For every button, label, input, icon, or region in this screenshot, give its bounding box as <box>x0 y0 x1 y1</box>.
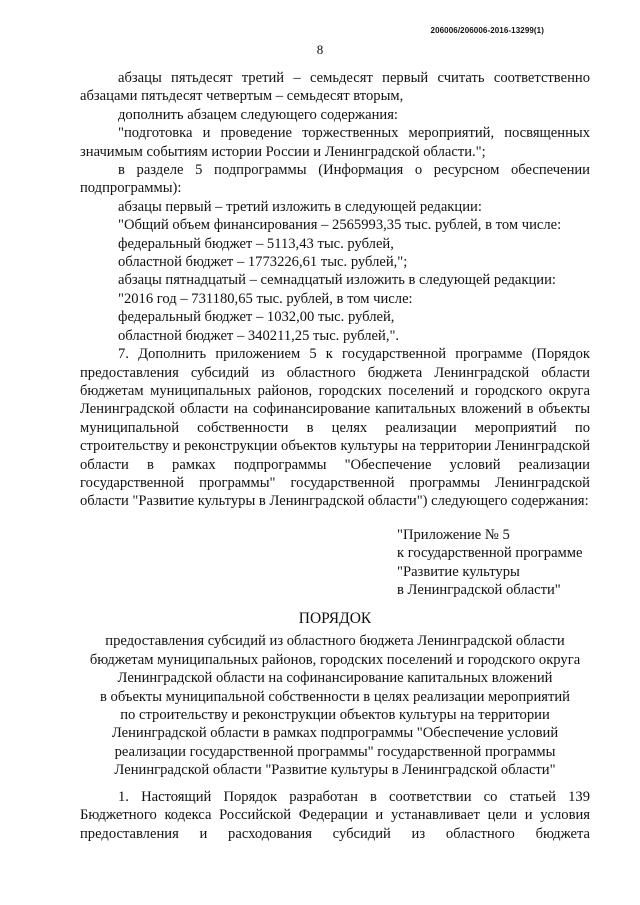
paragraph: областной бюджет – 340211,25 тыс. рублей,". <box>118 327 400 344</box>
appendix-line: "Приложение № 5 <box>397 527 510 543</box>
paragraph: федеральный бюджет – 5113,43 тыс. рублей, <box>118 235 394 252</box>
section-heading <box>80 610 590 780</box>
paragraph: федеральный бюджет – 1032,00 тыс. рублей, <box>118 309 395 326</box>
page-number: 8 <box>316 42 324 57</box>
document-code: 206006/206006-2016-13299(1) <box>430 26 544 35</box>
heading-line: предоставления субсидий из областного бюджета Ленинградской области <box>105 633 565 650</box>
clause-1 <box>80 788 590 843</box>
heading-line: реализации государственной программы" государственной программы <box>114 743 556 760</box>
paragraph: абзацы пятьдесят третий – семьдесят первый считать соответственно абзацами пятьдесят четвертым – семьдесят вторым, <box>80 70 590 105</box>
heading-line: бюджетам муниципальных районов, городских поселений и городского округа <box>89 651 581 668</box>
appendix-reference <box>397 526 583 600</box>
paragraph: областной бюджет – 1773226,61 тыс. рублей,"; <box>118 254 408 271</box>
heading-line: в объекты муниципальной собственности в целях реализации мероприятий <box>100 688 570 705</box>
clause-line: Бюджетного кодекса Российской Федерации и устанавливает цели и условия <box>80 807 590 824</box>
paragraph: "2016 год – 731180,65 тыс. рублей, в том числе: <box>118 290 413 307</box>
heading-line: Ленинградской области "Развитие культуры в Ленинградской области" <box>114 762 556 779</box>
paragraph: в разделе 5 подпрограммы (Информация о ресурсном обеспечении подпрограммы): <box>80 162 590 197</box>
paragraph: "Общий объем финансирования – 2565993,35 тыс. рублей, в том числе: <box>118 217 562 234</box>
appendix-line: в Ленинградской области" <box>397 582 561 599</box>
appendix-line: "Развитие культуры <box>397 563 520 580</box>
clause-line: 1. Настоящий Порядок разработан в соответствии со статьей 139 <box>118 789 590 805</box>
paragraph: "подготовка и проведение торжественных мероприятий, посвященных значимым событиям истории России и Ленинградской области."; <box>80 125 590 160</box>
body-text <box>80 69 590 511</box>
heading-line: Ленинградской области на софинансирование капитальных вложений <box>117 670 553 687</box>
heading-line: Ленинградской области в рамках подпрограммы "Обеспечение условий <box>111 725 559 742</box>
paragraph-item-7: 7. Дополнить приложением 5 к государственной программе (Порядок предоставления субсидий из областного бюджета Ленинградской области бюджетам муниципальных районов, городских поселений и городского округа Ленинградской области на софинансирование капитальных вложений в объекты муниципальной собственности в целях реализации мероприятий по строительству и реконструкции объектов культуры на территории Ленинградской области в рамках подпрограммы "Обеспечение условий реализации государственной программы" государственной программы Ленинградской области "Развитие культуры в Ленинградской области") следующего содержания: <box>80 346 590 510</box>
paragraph: дополнить абзацем следующего содержания: <box>118 106 398 123</box>
heading-line: по строительству и реконструкции объектов культуры на территории <box>120 707 550 724</box>
paragraph: абзацы первый – третий изложить в следующей редакции: <box>118 198 482 215</box>
appendix-line: к государственной программе <box>397 545 583 562</box>
paragraph: абзацы пятнадцатый – семнадцатый изложить в следующей редакции: <box>118 272 556 289</box>
clause-line: предоставления и расходования субсидий из областного бюджета <box>80 825 590 842</box>
heading-title: ПОРЯДОК <box>298 610 372 627</box>
